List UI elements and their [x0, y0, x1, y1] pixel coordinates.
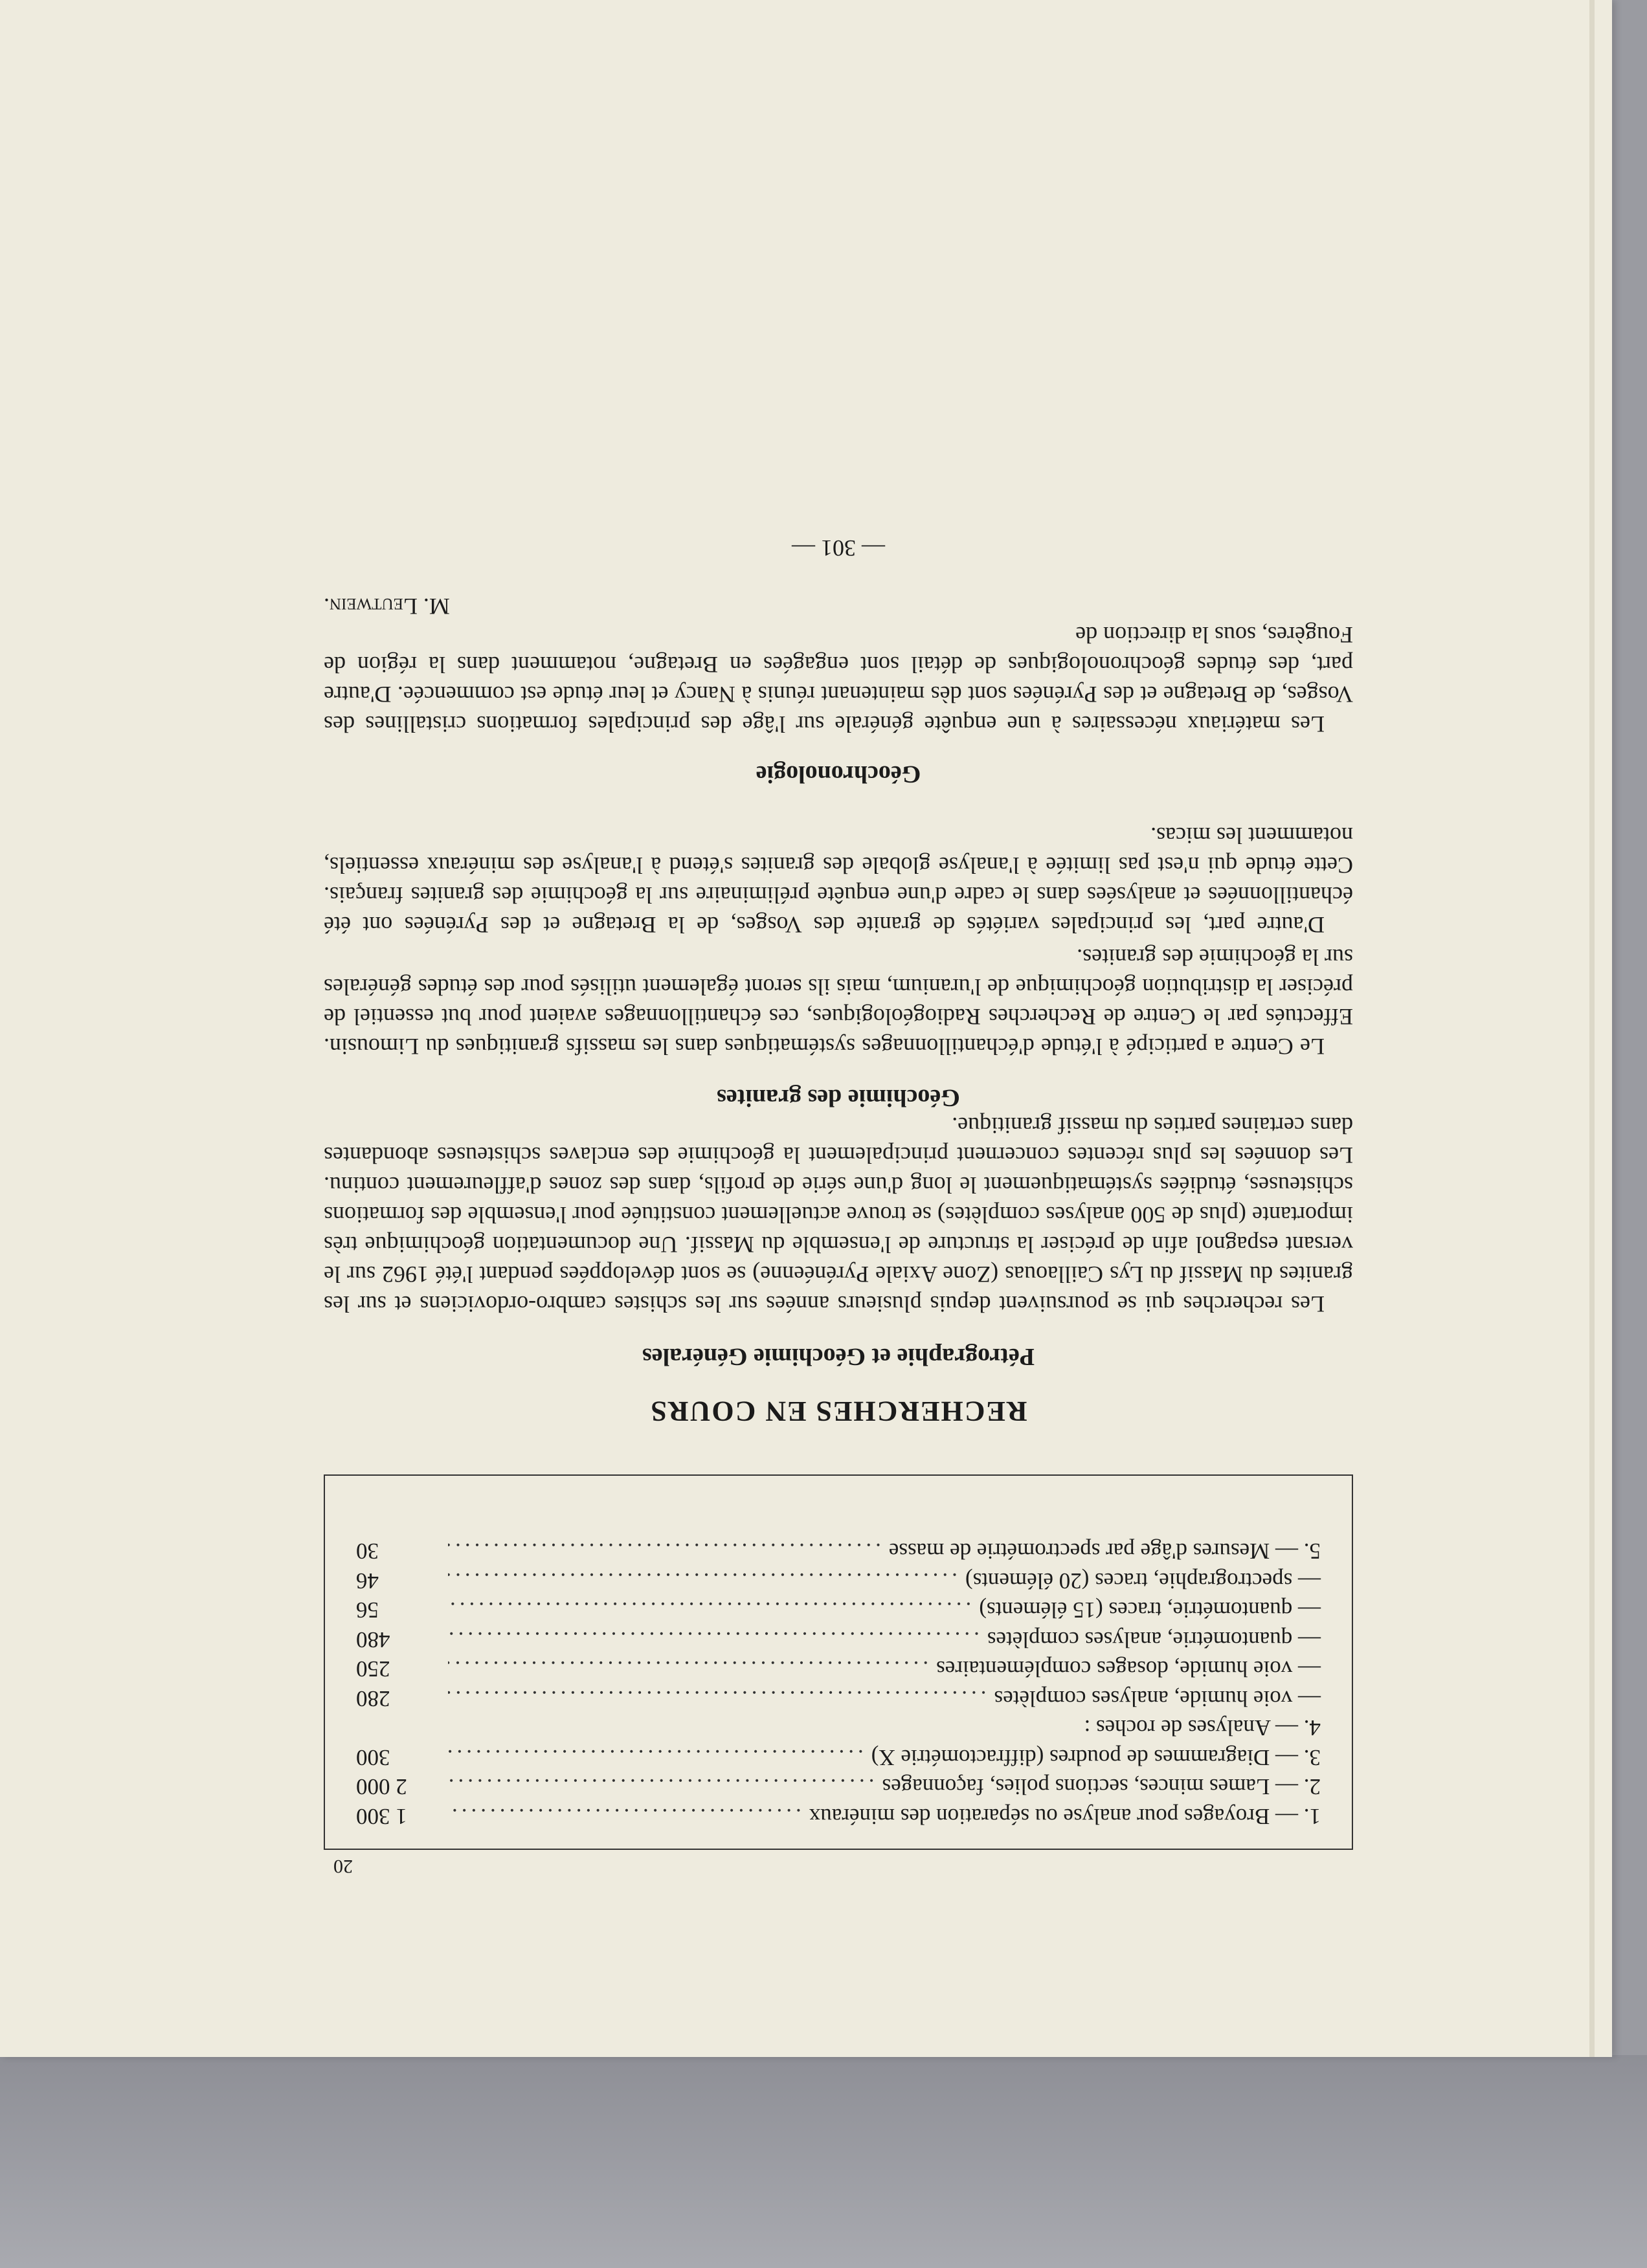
page-number: — 301 — [792, 535, 885, 561]
rotated-page-content [324, 149, 1353, 1877]
table-row-label: — voie humide, dosages complémentaires [936, 1656, 1321, 1682]
table-row [356, 1770, 1321, 1800]
signature: M. Leutwein. [324, 594, 450, 619]
table-row [356, 1682, 1321, 1712]
table-row [356, 1564, 1321, 1594]
table-row-label: 1. — Broyages pour analyse ou séparation des minéraux [809, 1804, 1321, 1829]
section-heading-geochronologie: Géochronologie [756, 761, 921, 788]
table-row [356, 1800, 1321, 1830]
dot-leader [448, 1803, 801, 1829]
paragraph-geochronologie: Les matériaux nécessaires à une enquête générale sur l'âge des principales formations cristallines des Vosges, de Bretagne et des Pyrénées sont dès maintenant réunis à Nancy et leur étude est commencée. D'autre part, des études géochronologiques de détail sont engagées en Bretagne, notamment dans la région de Fougères, sous la direction de [324, 622, 1353, 737]
table-row-value: 30 [356, 1539, 379, 1564]
table-row-value: 480 [356, 1627, 390, 1652]
table-row-value: 2 000 [356, 1774, 407, 1800]
table-row-label: — quantométrie, traces (15 éléments) [979, 1597, 1321, 1623]
table-row [356, 1652, 1321, 1682]
paragraph-petrographie: Les recherches qui se poursuivent depuis plusieurs années sur les schistes cambro-ordoviciens et sur les granites du Massif du Lys Caillaouas (Zone Axiale Pyrénéenne) se sont développées pendant l'été 1962 sur le versant espagnol afin de préciser la structure de l'ensemble du Massif. Une documentation géochimique très importante (plus de 500 analyses complètes) se trouve actuellement constituée pour l'ensemble des formations schisteuses, étudiées systématiquement le long d'une série de profils, dans des zones d'affleurement continu. Les données les plus récentes concernent principalement la géochimie des enclaves schisteuses abondantes dans certaines parties du massif granitique. [324, 1113, 1353, 1317]
table-row-value: 46 [356, 1568, 379, 1594]
dot-leader [448, 1774, 875, 1800]
table-rows [356, 1535, 1321, 1829]
table-row-label: 5. — Mesures d'âge par spectrométrie de masse [888, 1539, 1321, 1564]
table-row-label: — quantométrie, analyses complètes [987, 1627, 1321, 1652]
paragraph-granites-2: D'autre part, les principales variétés de granite des Vosges, de la Bretagne et des Pyrénées ont été échantillonnées et analysées dans le cadre d'une enquête préliminaire sur la géochimie des granites français. Cette étude qui n'est pas limitée à l'analyse globale des granites s'étend à l'analyse des minéraux essentiels, notamment les micas. [324, 823, 1353, 938]
section-heading-petrographie: Pétrographie et Géochimie Générales [642, 1343, 1035, 1370]
table-row-value: 280 [356, 1686, 390, 1711]
table-row-value: 250 [356, 1656, 390, 1682]
paragraph-granites-1: Le Centre a participé à l'étude d'échantillonnages systématiques dans les massifs granitiques du Limousin. Effectués par le Centre de Recherches Radiogéologiques, ces échantillonnages avaient pour but essentiel de préciser la distribution géochimique de l'uranium, mais ils seront également utilisés pour des études générales sur la géochimie des granites. [324, 944, 1353, 1060]
table-row-label: — spectrographie, traces (20 éléments) [965, 1568, 1321, 1594]
table-row-label: 4. — Analyses de roches : [1084, 1715, 1321, 1741]
table-row-label: 2. — Lames minces, sections polies, façonnages [882, 1774, 1321, 1800]
main-title: RECHERCHES EN COURS [649, 1395, 1027, 1427]
table-row-value: 300 [356, 1745, 390, 1770]
dot-leader [448, 1744, 864, 1770]
dot-leader [448, 1568, 958, 1594]
table-row-value: 1 300 [356, 1804, 407, 1829]
page-edge [1589, 0, 1595, 2057]
table-row [356, 1741, 1321, 1771]
scanner-background [0, 2055, 1647, 2268]
table-row-label: — voie humide, analyses complètes [994, 1686, 1321, 1711]
dot-leader [448, 1656, 928, 1682]
page-id: 20 [333, 1856, 353, 1877]
analyses-table [324, 1474, 1353, 1850]
section-heading-granites: Géochimie des granites [717, 1084, 960, 1111]
dot-leader [448, 1597, 971, 1623]
table-row [356, 1594, 1321, 1623]
table-row-label: 3. — Diagrammes de poudres (diffractométrie X) [871, 1745, 1321, 1770]
table-row-value: 56 [356, 1597, 379, 1623]
table-row [356, 1535, 1321, 1564]
table-row [356, 1623, 1321, 1653]
dot-leader [448, 1627, 980, 1652]
table-row [356, 1711, 1321, 1741]
dot-leader [448, 1685, 987, 1711]
dot-leader [448, 1539, 881, 1564]
